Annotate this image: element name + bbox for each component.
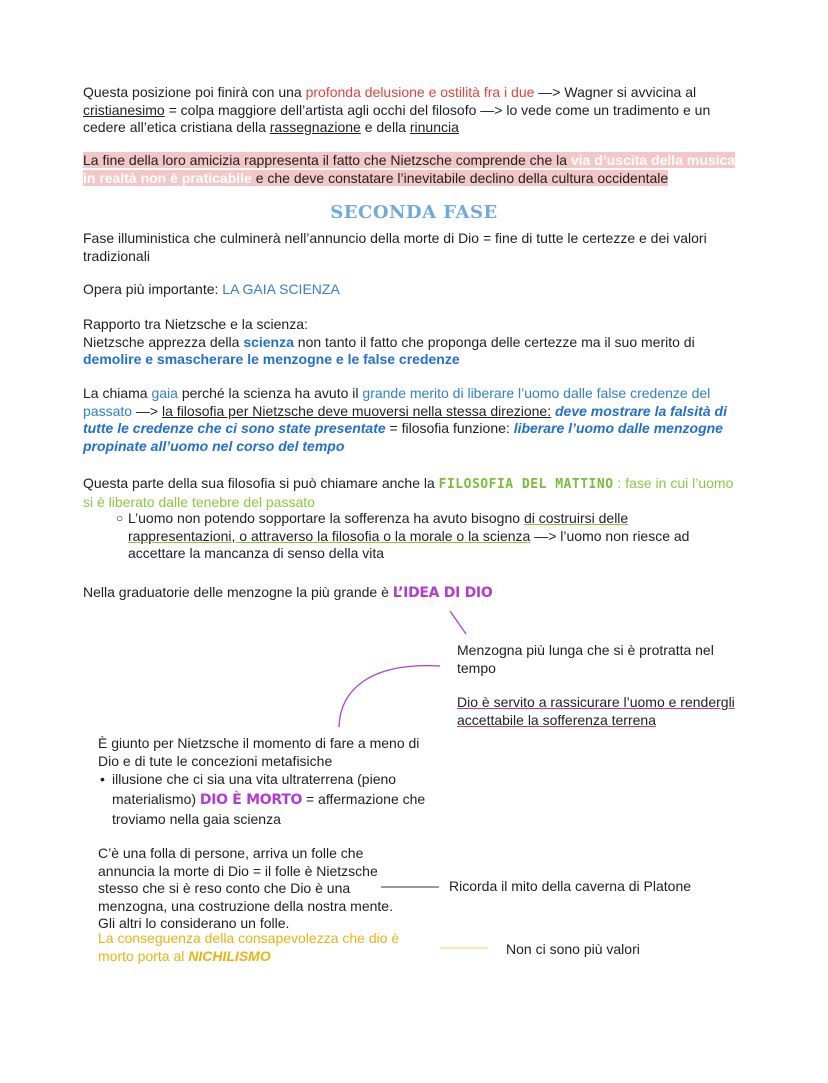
note-caverna: Ricorda il mito della caverna di Platone [449, 878, 692, 894]
bullet-circle: ○ [116, 511, 124, 525]
arrow-line-idea [450, 611, 466, 634]
dio-e-morto-text: DIO È MORTO [199, 791, 303, 808]
note-menzogna: Menzogna più lunga che si è protratta nel tempo [457, 642, 714, 676]
filosofia-mattino-text: FILOSOFIA DEL MATTINO [438, 477, 614, 492]
paragraph-wagner: Questa posizione poi finirà con una profonda delusione e ostilità fra i due —> Wagner si avvicina al cristianesimo = colpa maggiore dell’artista agli occhi del filosofo —> lo vede come un tradimento e un cedere all’etica cristiana della rassegnazione e della rinuncia [83, 84, 711, 135]
paragraph-fase-illuministica: Fase illuministica che culminerà nell’annuncio della morte di Dio = fine di tutte le certezze e dei valori tradizionali [83, 230, 707, 264]
note-rassicurare: Dio è servito a rassicurare l’uomo e rendergli accettabile la sofferenza terrena [457, 694, 735, 728]
cristianesimo-text: cristianesimo [83, 101, 165, 118]
note-valori: Non ci sono più valori [506, 941, 640, 957]
bullet-dot: • [100, 771, 105, 787]
sub-bullet-sofferenza: ○ L’uomo non potendo sopportare la sofferenza ha avuto bisogno di costruirsi delle rappresentazioni, o attraverso la filosofia o la morale o la scienza —> l’uomo non riesce ad accettare la mancanza di senso della vita [116, 510, 690, 561]
paragraph-scienza: Rapporto tra Nietzsche e la scienza: Nietzsche apprezza della scienza non tanto il fatto che proponga delle certezze ma il suo merito di demolire e smascherare le menzogne e le false credenze [83, 316, 695, 367]
curve-line [339, 666, 440, 727]
via-uscita-text: via d’uscita della musica in realtà non è praticabile [83, 152, 736, 186]
block-metafisiche: È giunto per Nietzsche il momento di fare a meno di Dio e di tute le concezioni metafisiche [98, 735, 420, 769]
paragraph-gaia: La chiama gaia perché la scienza ha avuto il grande merito di liberare l’uomo dalle false credenze del passato —> la filosofia per Nietzsche deve muoversi nella stessa direzione: deve mostrare la falsità di tutte le credenze che ci sono state presentate = filosofia funzione: liberare l’uomo dalle menzogne propinate all’uomo nel corso del tempo [83, 385, 727, 454]
bullet-illusione: • illusione che ci sia una vita ultraterrena (pieno materialismo) DIO È MORTO = affermazione che troviamo nella gaia scienza [100, 771, 426, 827]
paragraph-fine-amicizia: La fine della loro amicizia rappresenta il fatto che Nietzsche comprende che la via d’uscita della musica in realtà non è praticabile e che deve constatare l’inevitabile declino della cultura occidentale [83, 152, 736, 186]
idea-di-dio-text: L’IDEA DI DIO [392, 585, 493, 601]
block-folle: C’è una folla di persone, arriva un folle che annuncia la morte di Dio = il folle è Nietzsche stesso che si è reso conto che Dio è una menzogna, una costruzione della nostra mente. Gli altri lo considerano un folle. [98, 845, 393, 931]
nichilismo-text: NICHILISMO [188, 947, 271, 964]
delusione-text: profonda delusione e ostilità fra i due [305, 84, 535, 100]
paragraph-idea-dio: Nella graduatorie delle menzogne la più grande è L’IDEA DI DIO [83, 584, 493, 601]
paragraph-filosofia-mattino: Questa parte della sua filosofia si può chiamare anche la FILOSOFIA DEL MATTINO : fase in cui l’uomo si è liberato dalle tenebre del passato [83, 475, 734, 510]
block-nichilismo: La conseguenza della consapevolezza che dio è morto porta al NICHILISMO [98, 930, 400, 964]
paragraph-opera: Opera più importante: LA GAIA SCIENZA [83, 281, 340, 297]
gaia-scienza-text: LA GAIA SCIENZA [222, 281, 340, 297]
section-title: SECONDA FASE [330, 202, 498, 223]
